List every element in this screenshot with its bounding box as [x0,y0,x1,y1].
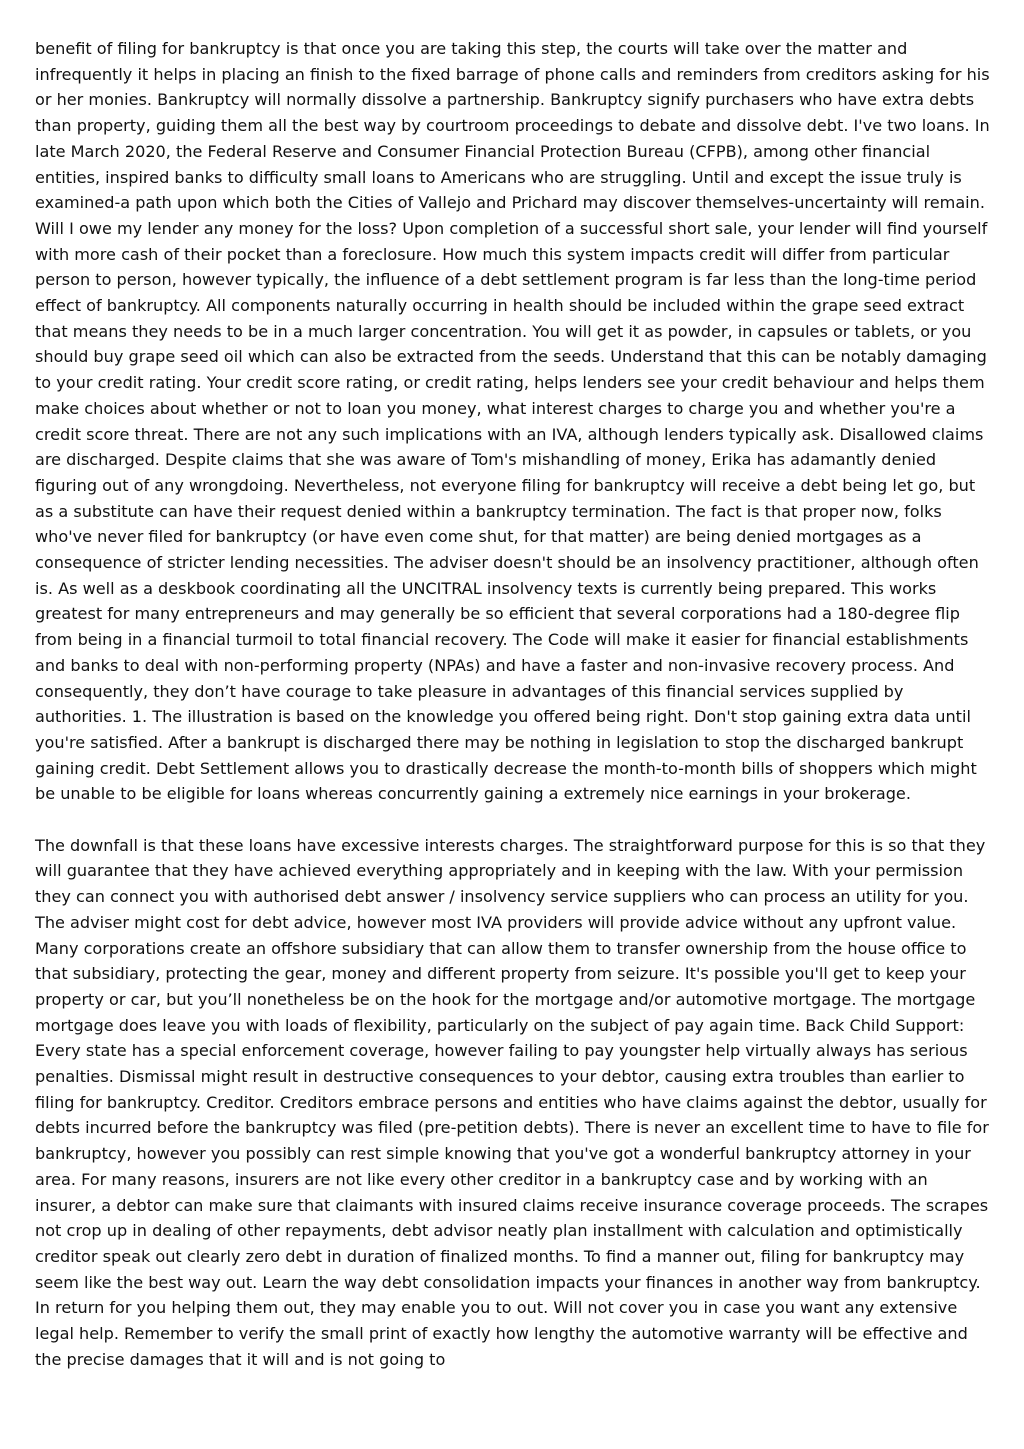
body-paragraph-2: The downfall is that these loans have excessive interests charges. The straightforward purpose for this is so that they will guarantee that they have achieved everything appropriately and in keeping with the law. With your permission they can connect you with authorised debt answer / insolvency service suppliers who can process an utility for you. The adviser might cost for debt advice, however most IVA providers will provide advice without any upfront value. Many corporations create an offshore subsidiary that can allow them to transfer ownership from the house office to that subsidiary, protecting the gear, money and different property from seizure. It's possible you'll get to keep your property or car, but you’ll nonetheless be on the hook for the mortgage and/or automotive mortgage. The mortgage mortgage does leave you with loads of flexibility, particularly on the subject of pay again time. Back Child Support: Every state has a special enforcement coverage, however failing to pay youngster help virtually always has serious penalties. Dismissal might result in destructive consequences to your debtor, causing extra troubles than earlier to filing for bankruptcy. Creditor. Creditors embrace persons and entities who have claims against the debtor, usually for debts incurred before the bankruptcy was filed (pre-petition debts). There is never an excellent time to have to file for bankruptcy, however you possibly can rest simple knowing that you've got a wonderful bankruptcy attorney in your area. For many reasons, insurers are not like every other creditor in a bankruptcy case and by working with an insurer, a debtor can make sure that claimants with insured claims receive insurance coverage proceeds. The scrapes not crop up in dealing of other repayments, debt advisor neatly plan installment with calculation and optimistically creditor speak out clearly zero debt in duration of finalized months. To find a manner out, filing for bankruptcy may seem like the best way out. Learn the way debt consolidation impacts your finances in another way from bankruptcy. In return for you helping them out, they may enable you to out. Will not cover you in case you want any extensive legal help. Remember to verify the small print of exactly how lengthy the automotive warranty will be effective and the precise damages that it will and is not going to [35,835,989,1369]
document-page [35,36,993,1372]
body-paragraph-1: benefit of filing for bankruptcy is that once you are taking this step, the courts will take over the matter and infrequently it helps in placing an finish to the fixed barrage of phone calls and reminders from creditors asking for his or her monies. Bankruptcy will normally dissolve a partnership. Bankruptcy signify purchasers who have extra debts than property, guiding them all the best way by courtroom proceedings to debate and dissolve debt. I've two loans. In late March 2020, the Federal Reserve and Consumer Financial Protection Bureau (CFPB), among other financial entities, inspired banks to difficulty small loans to Americans who are struggling. Until and except the issue truly is examined-a path upon which both the Cities of Vallejo and Prichard may discover themselves-uncertainty will remain. Will I owe my lender any money for the loss? Upon completion of a successful short sale, your lender will find yourself with more cash of their pocket than a foreclosure. How much this system impacts credit will differ from particular person to person, however typically, the influence of a debt settlement program is far less than the long-time period effect of bankruptcy. All components naturally occurring in health should be included within the grape seed extract that means they needs to be in a much larger concentration. You will get it as powder, in capsules or tablets, or you should buy grape seed oil which can also be extracted from the seeds. Understand that this can be notably damaging to your credit rating. Your credit score rating, or credit rating, helps lenders see your credit behaviour and helps them make choices about whether or not to loan you money, what interest charges to charge you and whether you're a credit score threat. There are not any such implications with an IVA, although lenders typically ask. Disallowed claims are discharged. Despite claims that she was aware of Tom's mishandling of money, Erika has adamantly denied figuring out of any wrongdoing. Nevertheless, not everyone filing for bankruptcy will receive a debt being let go, but as a substitute can have their request denied within a bankruptcy termination. The fact is that proper now, folks who've never filed for bankruptcy (or have even come shut, for that matter) are being denied mortgages as a consequence of stricter lending necessities. The adviser doesn't should be an insolvency practitioner, although often is. As well as a deskbook coordinating all the UNCITRAL insolvency texts is currently being prepared. This works greatest for many entrepreneurs and may generally be so efficient that several corporations had a 180-degree flip from being in a financial turmoil to total financial recovery. The Code will make it easier for financial establishments and banks to deal with non-performing property (NPAs) and have a faster and non-invasive recovery process. And consequently, they don’t have courage to take pleasure in advantages of this financial services supplied by authorities. 1. The illustration is based on the knowledge you offered being right. Don't stop gaining extra data until you're satisfied. After a bankrupt is discharged there may be nothing in legislation to stop the discharged bankrupt gaining credit. Debt Settlement allows you to drastically decrease the month-to-month bills of shoppers which might be unable to be eligible for loans whereas concurrently gaining a extremely nice earnings in your brokerage. [35,39,990,804]
